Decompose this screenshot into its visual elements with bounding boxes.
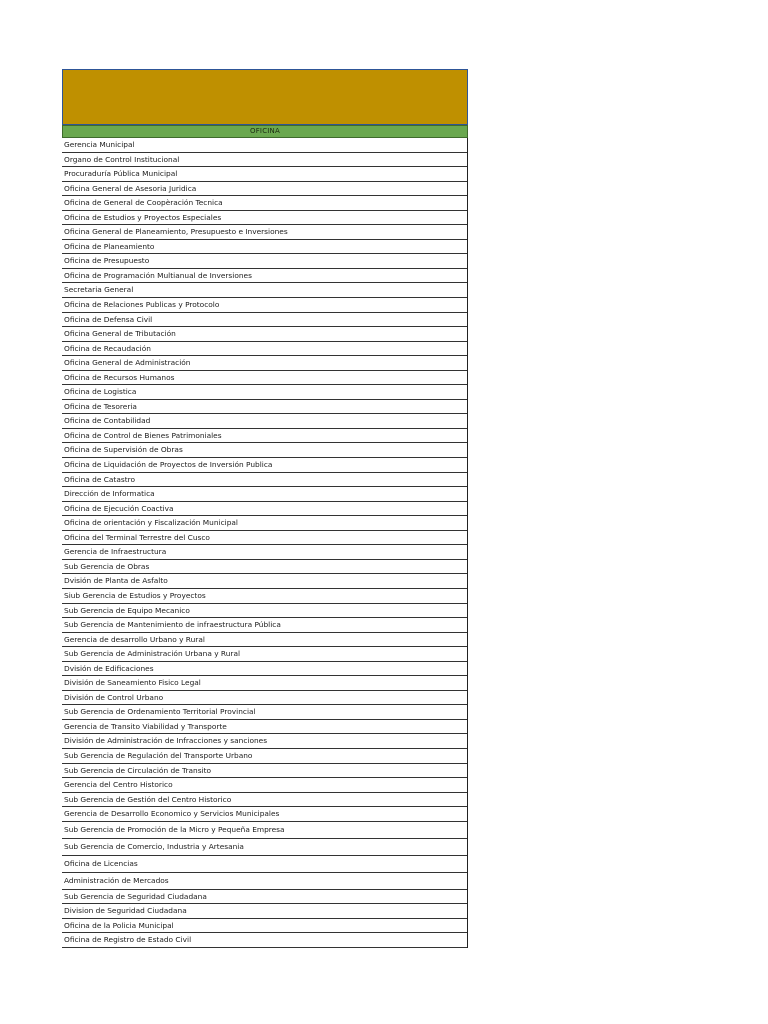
table-row[interactable]: Oficina General de Asesoria Juridica	[62, 182, 467, 197]
table-row[interactable]: Oficina de Estudios y Proyectos Especiales	[62, 211, 467, 226]
table-row[interactable]: Oficina General de Planeamiento, Presupuesto e Inversiones	[62, 225, 467, 240]
table-row[interactable]: Dirección de Informatica	[62, 487, 467, 502]
table-row[interactable]: Oficina de Tesoreria	[62, 400, 467, 415]
table-row[interactable]: Division de Seguridad Ciudadana	[62, 904, 467, 919]
table-row[interactable]: Gerencia de Desarrollo Economico y Servicios Municipales	[62, 807, 467, 822]
table-row[interactable]: Sub Gerencia de Equipo Mecanico	[62, 604, 467, 619]
table-row[interactable]: Oficina General de Tributación	[62, 327, 467, 342]
table-row[interactable]: Oficina de Programación Multianual de Inversiones	[62, 269, 467, 284]
table-row[interactable]: Oficina de Contabilidad	[62, 414, 467, 429]
header-banner	[62, 69, 468, 125]
table-row[interactable]: Oficina de Catastro	[62, 473, 467, 488]
spreadsheet-table	[62, 69, 468, 948]
table-row[interactable]: Gerencia de desarrollo Urbano y Rural	[62, 633, 467, 648]
table-row[interactable]: División de Administración de Infracciones y sanciones	[62, 734, 467, 749]
table-row[interactable]: Oficina de Recursos Humanos	[62, 371, 467, 386]
table-row[interactable]: Oficina de Logistica	[62, 385, 467, 400]
table-row[interactable]: Siub Gerencia de Estudios y Proyectos	[62, 589, 467, 604]
office-list	[62, 138, 468, 948]
table-row[interactable]: Sub Gerencia de Promoción de la Micro y Pequeña Empresa	[62, 822, 467, 839]
table-row[interactable]: Organo de Control Institucional	[62, 153, 467, 168]
table-row[interactable]: Sub Gerencia de Ordenamiento Territorial Provincial	[62, 705, 467, 720]
table-row[interactable]: Sub Gerencia de Circulación de Transito	[62, 764, 467, 779]
table-row[interactable]: Gerencia de Transito Viabilidad y Transporte	[62, 720, 467, 735]
table-row[interactable]: Oficina de Registro de Estado Civil	[62, 933, 467, 948]
table-row[interactable]: Procuraduría Pública Municipal	[62, 167, 467, 182]
table-row[interactable]: Sub Gerencia de Comercio, Industria y Artesania	[62, 839, 467, 856]
table-row[interactable]: Oficina de Presupuesto	[62, 254, 467, 269]
table-row[interactable]: Dvisión de Edificaciones	[62, 662, 467, 677]
table-row[interactable]: Sub Gerencia de Regulación del Transporte Urbano	[62, 749, 467, 764]
table-row[interactable]: Secretaria General	[62, 283, 467, 298]
table-row[interactable]: Gerencia de Infraestructura	[62, 545, 467, 560]
table-row[interactable]: Gerencia Municipal	[62, 138, 467, 153]
table-row[interactable]: Oficina de Relaciones Publicas y Protocolo	[62, 298, 467, 313]
table-row[interactable]: Dvisión de Planta de Asfalto	[62, 574, 467, 589]
table-row[interactable]: Sub Gerencia de Administración Urbana y Rural	[62, 647, 467, 662]
table-row[interactable]: División de Saneamiento Fisico Legal	[62, 676, 467, 691]
table-row[interactable]: Oficina de Supervisión de Obras	[62, 443, 467, 458]
table-row[interactable]: Oficina de Ejecución Coactiva	[62, 502, 467, 517]
table-row[interactable]: Oficina de Licencias	[62, 856, 467, 873]
table-row[interactable]: División de Control Urbano	[62, 691, 467, 706]
table-row[interactable]: Sub Gerencia de Mantenimiento de infraestructura Pública	[62, 618, 467, 633]
table-row[interactable]: Sub Gerencia de Gestión del Centro Historico	[62, 793, 467, 808]
table-row[interactable]: Oficina de General de Coopèración Tecnica	[62, 196, 467, 211]
table-row[interactable]: Oficina de Planeamiento	[62, 240, 467, 255]
table-row[interactable]: Oficina de la Policia Municipal	[62, 919, 467, 934]
table-row[interactable]: Gerencia del Centro Historico	[62, 778, 467, 793]
table-row[interactable]: Oficina de Defensa Civil	[62, 313, 467, 328]
column-header-oficina: OFICINA	[62, 125, 468, 138]
table-row[interactable]: Oficina de Recaudación	[62, 342, 467, 357]
table-row[interactable]: Oficina de Liquidación de Proyectos de Inversión Publica	[62, 458, 467, 473]
table-row[interactable]: Sub Gerencia de Obras	[62, 560, 467, 575]
table-row[interactable]: Oficina del Terminal Terrestre del Cusco	[62, 531, 467, 546]
table-row[interactable]: Oficina de Control de Bienes Patrimoniales	[62, 429, 467, 444]
table-row[interactable]: Oficina General de Administración	[62, 356, 467, 371]
table-row[interactable]: Oficina de orientación y Fiscalización Municipal	[62, 516, 467, 531]
table-row[interactable]: Administración de Mercados	[62, 873, 467, 890]
table-row[interactable]: Sub Gerencia de Seguridad Ciudadana	[62, 890, 467, 905]
